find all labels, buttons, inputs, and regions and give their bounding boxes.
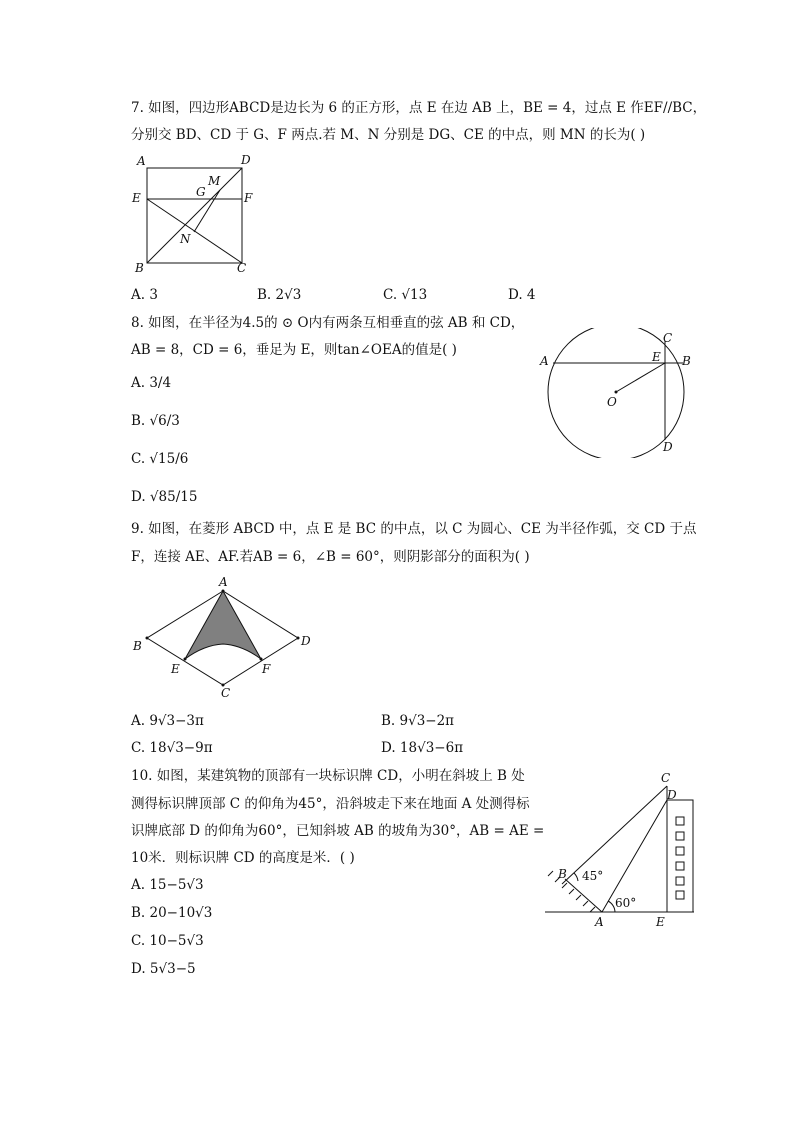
q8-label-E: E [652, 350, 661, 364]
q8-label-D: D [663, 440, 673, 454]
q7-option-d[interactable]: D. 4 [508, 287, 536, 303]
q9-figure [128, 573, 323, 703]
q7-label-G: G [196, 185, 206, 199]
q10-figure [540, 768, 710, 930]
q10-option-c[interactable]: C. 10−5√3 [131, 933, 204, 949]
q10-stem-line4: 10米．则标识牌 CD 的高度是米．( ) [131, 850, 355, 866]
q8-label-A: A [540, 354, 549, 368]
q7-stem-line1: 7. 如图，四边形ABCD是边长为 6 的正方形，点 E 在边 AB 上，BE = 4，过点 E 作EF//BC， [131, 100, 707, 116]
q7-option-c[interactable]: C. √13 [383, 287, 428, 303]
q8-figure [535, 328, 705, 458]
q8-option-b[interactable]: B. √6/3 [131, 413, 180, 429]
q9-option-d[interactable]: D. 18√3−6π [381, 740, 464, 756]
q7-label-B: B [135, 261, 144, 275]
q8-option-c[interactable]: C. √15/6 [131, 451, 189, 467]
q9-label-A: A [219, 575, 228, 589]
q7-label-C: C [237, 261, 247, 275]
q10-angle-45: 45° [582, 869, 604, 883]
q7-stem-line2: 分别交 BD、CD 于 G、F 两点.若 M、N 分别是 DG、CE 的中点，则 MN 的长为( ) [131, 127, 646, 143]
q10-stem-line3: 识牌底部 D 的仰角为60°，已知斜坡 AB 的坡角为30°，AB = AE = [131, 823, 545, 839]
q9-label-E: E [171, 662, 180, 676]
q9-label-D: D [301, 634, 311, 648]
q8-stem-line1: 8. 如图，在半径为4.5的 ⊙ O内有两条互相垂直的弦 AB 和 CD， [131, 315, 525, 331]
q7-option-b[interactable]: B. 2√3 [257, 287, 302, 303]
q10-label-D: D [667, 788, 677, 802]
q9-option-c[interactable]: C. 18√3−9π [131, 740, 213, 756]
q9-option-a[interactable]: A. 9√3−3π [131, 713, 204, 729]
q9-stem-line2: F，连接 AE、AF.若AB = 6，∠B = 60°，则阴影部分的面积为( ) [131, 549, 530, 565]
q7-label-N: N [180, 232, 191, 246]
q9-label-F: F [262, 662, 271, 676]
q7-label-A: A [137, 154, 146, 168]
q8-option-d[interactable]: D. √85/15 [131, 489, 198, 505]
q10-stem-line2: 测得标识牌顶部 C 的仰角为45°，沿斜坡走下来在地面 A 处测得标 [131, 796, 530, 812]
q9-label-B: B [133, 639, 142, 653]
q7-label-F: F [244, 191, 253, 205]
q8-stem-line2: AB = 8，CD = 6，垂足为 E，则tan∠OEA的值是( ) [131, 342, 457, 358]
q10-label-B: B [558, 867, 567, 881]
q7-label-M: M [208, 174, 221, 188]
q10-stem-line1: 10. 如图，某建筑物的顶部有一块标识牌 CD，小明在斜坡上 B 处 [131, 768, 525, 784]
q8-option-a[interactable]: A. 3/4 [131, 375, 172, 391]
q10-angle-60: 60° [615, 896, 637, 910]
q8-label-O: O [607, 395, 617, 409]
q9-option-b[interactable]: B. 9√3−2π [381, 713, 455, 729]
q9-stem-line1: 9. 如图，在菱形 ABCD 中，点 E 是 BC 的中点，以 C 为圆心、CE 为半径作弧，交 CD 于点 [131, 521, 697, 537]
q10-option-d[interactable]: D. 5√3−5 [131, 961, 196, 977]
q10-option-a[interactable]: A. 15−5√3 [131, 877, 204, 893]
q8-label-C: C [663, 331, 673, 345]
q9-label-C: C [221, 686, 231, 700]
q10-label-A: A [595, 915, 604, 929]
q7-label-D: D [241, 153, 251, 167]
q8-label-B: B [682, 354, 691, 368]
q7-label-E: E [132, 191, 141, 205]
q7-option-a[interactable]: A. 3 [131, 287, 158, 303]
q10-option-b[interactable]: B. 20−10√3 [131, 905, 213, 921]
q10-label-C: C [661, 771, 671, 785]
q10-label-E: E [656, 915, 665, 929]
q7-figure [128, 152, 258, 277]
